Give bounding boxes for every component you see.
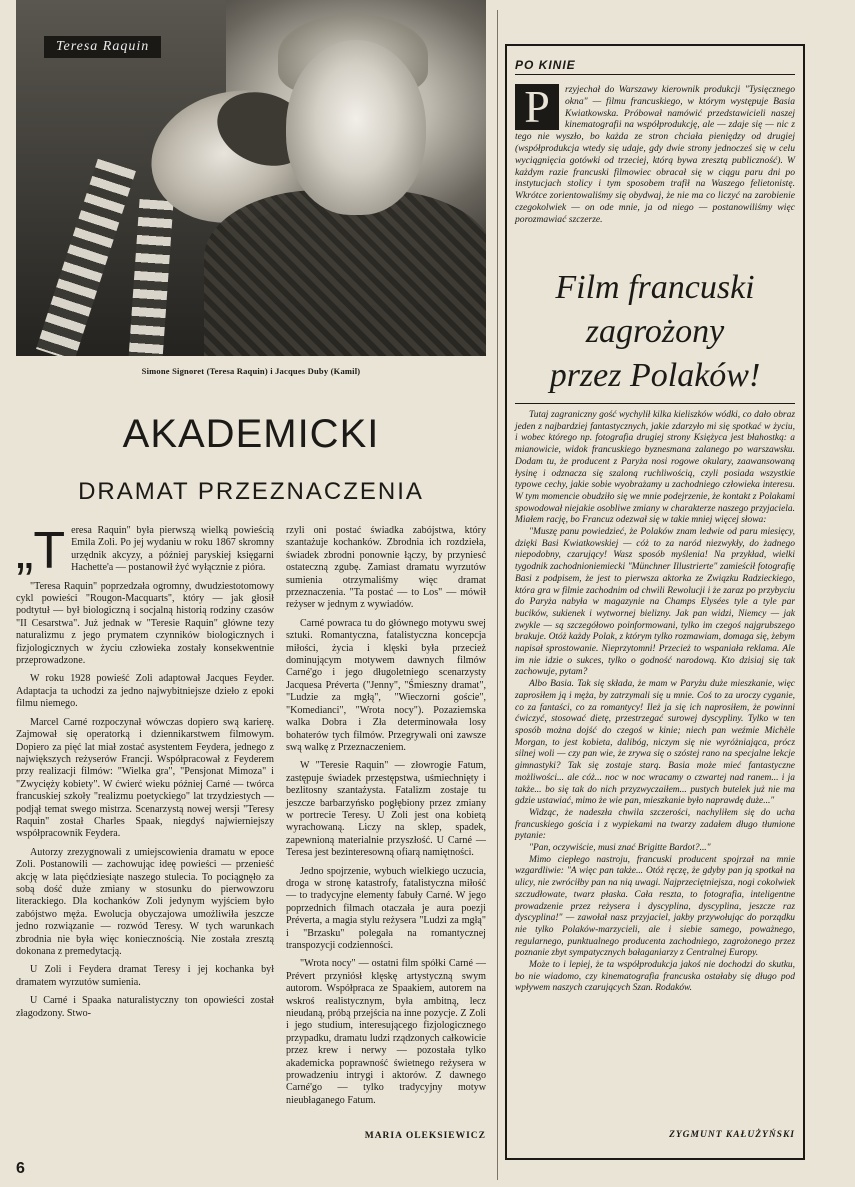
page-number: 6 [16, 1160, 25, 1177]
paragraph: Autorzy zrezygnowali z umiejscowienia dramatu w epoce Zoli. Postanowili — zachowując ideę powieści — przenieść akcję w lata pięćdziesiąte naszego stulecia. To pociągnęło za sobą dość duże zmiany w stosunku do pierwowzoru literackiego. Dla kochanków Zoli jedynym wyjściem było zabójstwo męża. Ewolucja obyczajowa umożliwiła jeszcze jedno rozwiązanie — rozwód Teresy. W tych warunkach zbrodnia nie była więc koniecznością. Nie została zresztą dokonana z premedytacją. [16, 846, 274, 957]
article-headline-line1: AKADEMICKI [122, 412, 380, 456]
sidebar-drop-cap: P [515, 84, 559, 130]
column-divider [497, 10, 498, 1180]
paragraph: "Pan, oczywiście, musi znać Brigitte Bardot?..." [529, 843, 711, 854]
sidebar-rule [515, 403, 795, 404]
article-column-1 [16, 522, 274, 1026]
article-column-2 [286, 525, 486, 1113]
paragraph: Albo Basia. Tak się składa, że mam w Paryżu duże mieszkanie, więc zaprosiłem ją i męża, by zatrzymali się u mnie. Coś to za uroczy cyganie, co za fantaści, co za romantycy! Ileż ja się ich naprosiłem, że powinni ćwiczyć, stosować dietę, przestrzegać surowej dyscypliny. Tylko w ten sposób można dojść do czegoś w kinie; niech pan weźmie Michèle Morgan, to jest kobieta, dalibóg, niczym się nie wyróżniająca, prócz silnej woli — czy pan wie, że zrywa się o szóstej rano na specjalne lekcje gimnastyki? Tak się zostaje starą. Basia może mieć fantastyczne możliwości... ale cóż... noc w noc wracamy o czwartej nad ranem... i ja także... bo się tak do nich przyzwyczaiłem... pustych butelek już nie ma gdzie ustawiać, mimo że wie pan, mieszkanie było naprawdę duże..." [515, 679, 795, 807]
paragraph: Mimo ciepłego nastroju, francuski producent spojrzał na mnie wzgardliwie: "A więc pan także... Otóż ręczę, że gdyby pan ją spotkał na ulicy, nie zwróciłby pan na nią uwagi. Najprzeciętniejsza, nogi cokolwiek szczudłowate, twarz płaska. Cała reszta, to fotografia, inteligentne prowadzenie przez reżysera i dyscyplina, dyscyplina, jeszcze raz dyscyplina!" — zawołał nasz przyjaciel, jakby przywołując do porządku nie tylko Polaków-marzycieli, ale i siebie samego, poważnego, regularnego, punktualnego producenta zachodniego, zagrożonego przez poznanie zbyt sympatycznych bałaganiarzy z Centralnej Europy. [515, 854, 795, 959]
paragraph: Widząc, że nadeszła chwila szczerości, nachyliłem się do ucha francuskiego gościa i z wypiekami na twarzy zadałem długo tłumione pytanie: [515, 807, 795, 842]
paragraph: eresa Raquin" była pierwszą wielką powieścią Emila Zoli. Po jej wydaniu w roku 1867 skromny urzędnik akcyzy, a później paryskiej księgarni Hachette'a — postanowił żyć wyłącznie z pióra. [71, 525, 274, 574]
sidebar-headline-line: zagrożony [585, 313, 725, 350]
article-headline-line2: DRAMAT PRZEZNACZENIA [78, 478, 424, 505]
sidebar-intro [515, 81, 795, 226]
article-author: MARIA OLEKSIEWICZ [364, 1131, 486, 1141]
paragraph: U Carné i Spaaka naturalistyczny ton opowieści został złagodzony. Stwo- [16, 995, 274, 1019]
photo-title-label: Teresa Raquin [44, 36, 161, 58]
section-label: PO KINIE [515, 58, 576, 72]
sidebar-headline-line: Film francuski [555, 269, 755, 306]
sidebar-headline-line: przez Polaków! [549, 357, 761, 394]
paragraph: "Wrota nocy" — ostatni film spółki Carné — Prévert przyniósł klęskę artystyczną swym autorom. Współpraca ze Spaakiem, autorem na wskroś realistycznym, była ambitną, lecz nieudaną, próbą przejścia na inne pozycje. Z Zoli i jego studium, interesującego fizjologicznego przypadku, dramatu ludzi rządzonych całkowicie przez krew i nerwy — pozostała tylko akademicka poprawność świetnego reżysera w prowadzeniu intrygi i aktorów. Z dawnego Carné'go — tylko tradycyjny motyw nieubłaganego Fatum. [286, 958, 486, 1106]
sidebar-body [515, 410, 795, 995]
paragraph: "Teresa Raquin" poprzedzała ogromny, dwudziestotomowy cykl powieści "Rougon-Macquarts", który — jak głosił podtytuł — był biologiczną i socjalną historią rodziny czasów "II Cesarstwa". Już jednak w "Teresie Raquin" główne tezy naturalizmu z jego prymatem czynników biologicznych i fizjologicznych w życiu człowieka zostały konsekwentnie przeprowadzone. [16, 580, 274, 667]
sidebar-author: ZYGMUNT KAŁUŻYŃSKI [669, 1130, 795, 1140]
section-rule [515, 74, 795, 75]
photo-caption: Simone Signoret (Teresa Raquin) i Jacques Duby (Kamil) [141, 366, 361, 376]
paragraph: Carné powraca tu do głównego motywu swej sztuki. Romantyczna, fatalistyczna koncepcja miłości, życia i klęski była przecież dominującym motywem dawnych filmów Carné'go i jego długoletniego scenarzysty Jacquesa Préverta ("Jenny", "Śmieszny dramat", "Ludzie za mgłą", "Wieczorni goście", "Komedianci", "Wrota nocy"). Pozaziemska walka Dobra i Zła determinowała losy bohaterów tych filmów. Przegrywali oni zawsze swą walkę z Przeznaczeniem. [286, 617, 486, 753]
paragraph: rzyli oni postać świadka zabójstwa, który szantażuje kochanków. Zbrodnia ich rozdzieła, świadek zbrodni ponownie łączy, by przyniesć ostateczną zgubę. Zamiast dramatu wyrzutów sumienia otrzymaliśmy więc dramat przeznaczenia. "Ta postać — to Los" — mówił reżyser w jednym z wywiadów. [286, 525, 486, 611]
paragraph: "Muszę panu powiedzieć, że Polaków znam ledwie od paru miesięcy, dzięki Basi Kwiatkowskiej — cóż to za naród niezwykły, do żadnego niepodobny, czarujący! Wasz sposób myślenia! Na przykład, wielki tygodnik zachodnioniemiecki "Münchner Illustrierte" zamieścił fotografię Basi z podpisem, że jest to pierwsza aktorka ze Związku Radzieckiego, która gra w filmie zachodnim od chwili Rewolucji i że zaraz po przybyciu do Paryża nabyła w magazynie na Champs Elysées tyle a tyle par bucików, sukienek i wytwornej bielizny. Jak pan widzi, Niemcy — jak zwykle — są szczegółowo poinformowani, tylko im czegoś najgrubszego brakuje. Otóż każdy Polak, z którym tylko rozmawiam, domaga się, żebym napisał sprostowanie. Nieprzytomni! Przecież to wspaniała reklama. Ale im nie idzie o sukces, tylko o godność narodową. Kto dzisiaj się tak zachowuje, pytam? [515, 527, 795, 678]
film-still-photo [16, 0, 486, 356]
paragraph: Marcel Carné rozpoczynał wówczas dopiero swą karierę. Zajmował się operatorką i dziennikarstwem filmowym. Dopiero za pięć lat miał zostać asystentem Feydera, jednego z największych reżyserów Francji. Współpracował z Feyderem przy realizacji filmów: "Wielka gra", "Pensjonat Mimoza" i "Zwycięży kobiety". W ćwierć wieku później Carné — twórca francuskiej szkoły "realizmu poetyckiego" lat trzydziestych — podjął temat swego mistrza. Scenarzystą nowej wersji "Teresy Raquin" został Charles Spaak, niegdyś najwierniejszy współpracownik Feydera. [16, 716, 274, 840]
intro-text: rzyjechał do Warszawy kierownik produkcji "Tysięcznego okna" — filmu francuskiego, w którym występuje Basia Kwiatkowska. Próbował namówić przedstawicieli naszej kinematografii na współprodukcję, ale — zdaje się — nic z tego nie wyszło, bo każda ze stron chciała pieniędzy od drugiej (współprodukcja wtedy się udaje, gdy dwie strony jednocześ się w celu wyciągnięcia gotówki od trzeciej, którą bywa zresztą publiczność). W każdym razie francuski filmowiec obracał się w ciągu paru dni po instytucjach stolicy i tym sposobem trafił na Waszego felietonistę. Wkrótce zorientowaliśmy się obydwaj, że nie ma co liczyć na zarobienie czegokolwiek — on ode mnie, ja od niego — postanowiliśmy więc porozmawiać szczerze. [515, 84, 795, 225]
paragraph: Tutaj zagraniczny gość wychylił kilka kieliszków wódki, co dało obraz jeden z najbardziej fantastycznych, jakie zdarzyło mi się spotkać w życiu, i wobec którego np. fotografia drugiej strony Księżyca jest błahostką: a mianowicie, widok francuskiego byznesmana zalanego po warszawsku. Dodam tu, że producent z Paryża nosi rogowe okulary, zaawansowaną łysinę i odznacza się szaloną ruchliwością, czyli posiada wszystkie typowe cechy, jakie sobie wyobrażamy u zachodniego człowieka interesu. W tym momencie obudziło się we mnie podejrzenie, że kontakt z Polakami spowodował niejakie osobliwe zmiany w charakterze naszego przyjaciela. Miałem rację, bo Francuz odezwał się w takie mniej więcej słowa: [515, 410, 795, 526]
paragraph: W roku 1928 powieść Zoli adaptował Jacques Feyder. Adaptacja ta uchodzi za jedno najwybitniejsze dzieło z epoki filmu niemego. [16, 673, 274, 710]
paragraph: W "Teresie Raquin" — złowrogie Fatum, zastępuje świadek przestępstwa, uśmiechnięty i bezlitosny szantażysta. Fatalizm zostaje tu jeszcze barbarzyńsko pogłębiony przez zmiany w portrecie Teresy. U Zoli jest ona kobietą wyrachowaną. Liczy na sklep, spadek, zapewnioną materialnie przyszłość. U Carné — Teresa jest bezinteresowną ofiarą namiętności. [286, 760, 486, 859]
paragraph: Może to i lepiej, że ta współprodukcja jakoś nie dochodzi do skutku, bo nie wiadomo, czy kinematografia francuska ostałaby się długo pod wpływem naszych czarujących Szan. Rodaków. [515, 960, 795, 994]
paragraph: Jedno spojrzenie, wybuch wielkiego uczucia, droga w stronę katastrofy, fatalistyczna miłość — to tradycyjne elementy fabuły Carné. W jego poprzednich filmach otaczała je aura poezji Préverta, a magia stylu reżysera "Ludzi za mgłą" i "Brzasku" polegała na romantycznej transpozycji codzienności. [286, 865, 486, 951]
sidebar-headline [515, 266, 795, 398]
paragraph: U Zoli i Feydera dramat Teresy i jej kochanka był dramatem wyrzutów sumienia. [16, 964, 274, 988]
drop-cap: „T [16, 522, 66, 580]
